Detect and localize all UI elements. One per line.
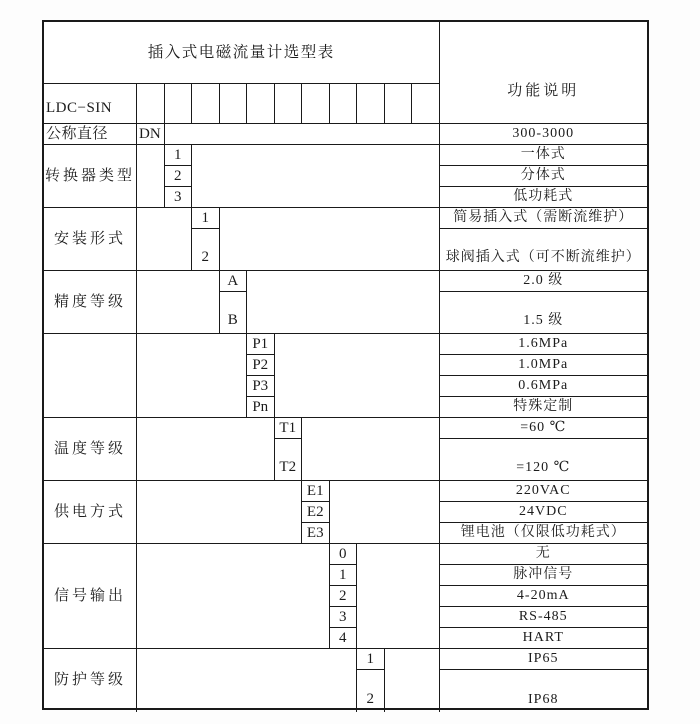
option-code-cell: 1: [330, 565, 358, 586]
model-code-box: [330, 84, 358, 124]
option-desc-cell: =120 ℃: [440, 439, 648, 481]
model-code-box: [357, 84, 385, 124]
section-label: 公称直径: [44, 124, 137, 145]
section-label: 转换器类型: [44, 145, 137, 208]
model-code-box: [137, 84, 165, 124]
filler-cell: [137, 544, 330, 649]
option-desc-cell: 1.0MPa: [440, 355, 648, 376]
model-code-box: [275, 84, 303, 124]
option-desc-cell: 锂电池（仅限低功耗式）: [440, 523, 648, 544]
selection-table: [42, 20, 649, 710]
option-desc-cell: 24VDC: [440, 502, 648, 523]
table-title: 插入式电磁流量计选型表: [44, 22, 440, 84]
option-code-cell: 1: [165, 145, 193, 166]
option-desc-cell: 300-3000: [440, 124, 648, 145]
option-code-cell: 1: [357, 649, 385, 670]
option-desc-cell: 一体式: [440, 145, 648, 166]
option-code-cell: 4: [330, 628, 358, 649]
option-desc-cell: 无: [440, 544, 648, 565]
option-desc-cell: 特殊定制: [440, 397, 648, 418]
model-code-box: [247, 84, 275, 124]
option-desc-cell: 4-20mA: [440, 586, 648, 607]
option-desc-cell: HART: [440, 628, 648, 649]
option-code-cell: E1: [302, 481, 330, 502]
option-code-cell: DN: [137, 124, 165, 145]
filler-cell: [192, 145, 440, 208]
model-code-box: [412, 84, 440, 124]
section-label: 信号输出: [44, 544, 137, 649]
filler-cell: [137, 145, 165, 208]
filler-cell: [330, 481, 440, 544]
filler-cell: [137, 418, 275, 481]
option-desc-cell: 0.6MPa: [440, 376, 648, 397]
filler-cell: [357, 544, 440, 649]
option-code-cell: 2: [192, 229, 220, 271]
option-code-cell: P1: [247, 334, 275, 355]
option-code-cell: T2: [275, 439, 303, 481]
option-desc-cell: 220VAC: [440, 481, 648, 502]
filler-cell: [220, 208, 440, 271]
filler-cell: [247, 271, 440, 334]
filler-cell: [137, 271, 220, 334]
option-code-cell: P3: [247, 376, 275, 397]
option-desc-cell: =60 ℃: [440, 418, 648, 439]
filler-cell: [165, 124, 440, 145]
section-label: [44, 334, 137, 418]
model-code-box: [302, 84, 330, 124]
option-code-cell: 2: [357, 670, 385, 712]
option-code-cell: 2: [330, 586, 358, 607]
option-code-cell: 2: [165, 166, 193, 187]
option-code-cell: A: [220, 271, 248, 292]
option-desc-cell: 1.5 级: [440, 292, 648, 334]
section-label: 温度等级: [44, 418, 137, 481]
option-desc-cell: 1.6MPa: [440, 334, 648, 355]
option-code-cell: 1: [192, 208, 220, 229]
option-desc-cell: IP68: [528, 692, 559, 707]
section-label: 防护等级: [44, 649, 137, 712]
function-column-header: 功能说明: [440, 22, 648, 124]
option-code-cell: T1: [275, 418, 303, 439]
option-desc-cell: IP65: [440, 649, 648, 670]
model-code-box: [385, 84, 413, 124]
option-desc-cell: 分体式: [440, 166, 648, 187]
model-code-box: [220, 84, 248, 124]
option-desc-cell: 低功耗式: [440, 187, 648, 208]
model-code-box: [192, 84, 220, 124]
section-label: 安装形式: [44, 208, 137, 271]
filler-cell: [275, 334, 440, 418]
option-desc-cell: 简易插入式（需断流维护）: [440, 208, 648, 229]
option-code-cell: E2: [302, 502, 330, 523]
option-code-cell: P2: [247, 355, 275, 376]
model-prefix-cell: LDC−SIN: [44, 84, 137, 124]
section-label: 精度等级: [44, 271, 137, 334]
option-desc-cell: 球阀插入式（可不断流维护）: [440, 229, 648, 271]
option-code-cell: 0: [330, 544, 358, 565]
option-code-cell: B: [220, 292, 248, 334]
option-desc-cell: 脉冲信号: [440, 565, 648, 586]
section-label: 供电方式: [44, 481, 137, 544]
filler-cell: [385, 649, 440, 712]
model-code-box: [165, 84, 193, 124]
option-code-cell: 3: [330, 607, 358, 628]
option-code-cell: 3: [165, 187, 193, 208]
option-desc-cell: RS-485: [440, 607, 648, 628]
filler-cell: [137, 481, 302, 544]
option-code-cell: Pn: [247, 397, 275, 418]
filler-cell: [137, 208, 192, 271]
filler-cell: [137, 334, 247, 418]
filler-cell: [137, 649, 357, 712]
option-desc-cell: 2.0 级: [440, 271, 648, 292]
filler-cell: [302, 418, 440, 481]
option-code-cell: E3: [302, 523, 330, 544]
